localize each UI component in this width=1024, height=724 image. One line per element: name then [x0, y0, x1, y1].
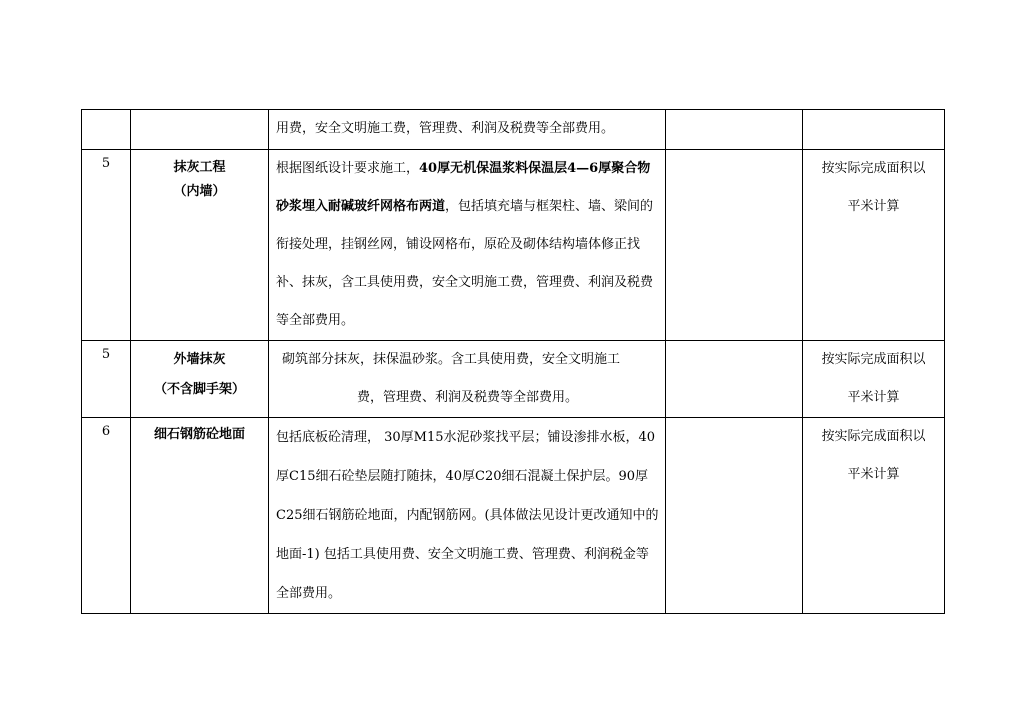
measurement-rule-cell	[803, 418, 945, 614]
description-line: 费，管理费、利润及税费等全部费用。	[356, 390, 578, 405]
item-name-cell	[131, 418, 269, 614]
item-number-cell: 6	[82, 418, 131, 614]
item-name-cell	[131, 150, 269, 341]
table-row	[82, 418, 945, 614]
blank-cell	[666, 341, 803, 418]
item-name-line: 细石钢筋砼地面	[153, 427, 245, 442]
measurement-rule-cell	[803, 341, 945, 418]
description-text: 根据图纸设计要求施工，	[276, 161, 420, 176]
measurement-rule-line: 按实际完成面积以	[821, 429, 926, 444]
item-name-line: （内墙）	[173, 184, 226, 199]
item-name-line: （不含脚手架）	[153, 382, 245, 397]
blank-cell	[666, 418, 803, 614]
table-row	[82, 150, 945, 341]
measurement-rule-line: 平米计算	[847, 390, 900, 405]
item-name-cell	[131, 110, 269, 150]
table-row	[82, 110, 945, 150]
item-description-cell	[269, 150, 666, 341]
item-number-cell: 5	[82, 341, 131, 418]
item-number-cell	[82, 110, 131, 150]
item-name-line: 抹灰工程	[173, 160, 226, 175]
blank-cell	[666, 110, 803, 150]
measurement-rule-line: 平米计算	[847, 199, 900, 214]
item-name-line: 外墙抹灰	[173, 352, 226, 367]
description-line: 砌筑部分抹灰，抹保温砂浆。含工具使用费，安全文明施工	[282, 352, 621, 367]
description-emphasis: 40厚无机保温浆料保温层4—6厚聚合物砂浆埋入耐碱玻纤网格布两道	[276, 161, 651, 214]
item-description-cell: 包括底板砼清理， 30厚M15水泥砂浆找平层；铺设渗排水板，40厚C15细石砼垫层随打随抹，40厚C20细石混凝土保护层。90厚C25细石钢筋砼地面，内配钢筋网。(具体做法见设计更改通知中的地面-1) 包括工具使用费、安全文明施工费、管理费、利润税金等全部费用。	[269, 418, 666, 614]
description-text: ，包括填充墙与框架柱、墙、梁间的衔接处理，挂钢丝网，铺设网格布，原砼及砌体结构墙体修正找补、抹灰，含工具使用费，安全文明施工费，管理费、利润及税费等全部费用。	[276, 199, 654, 328]
item-description-cell	[269, 341, 666, 418]
item-name-cell	[131, 341, 269, 418]
measurement-rule-line: 按实际完成面积以	[821, 161, 926, 176]
measurement-rule-line: 按实际完成面积以	[821, 352, 926, 367]
item-number-cell: 5	[82, 150, 131, 341]
table-row	[82, 341, 945, 418]
measurement-rule-cell	[803, 110, 945, 150]
quota-table	[81, 109, 945, 614]
measurement-rule-cell	[803, 150, 945, 341]
item-description-cell: 用费，安全文明施工费，管理费、利润及税费等全部费用。	[269, 110, 666, 150]
blank-cell	[666, 150, 803, 341]
measurement-rule-line: 平米计算	[847, 467, 900, 482]
